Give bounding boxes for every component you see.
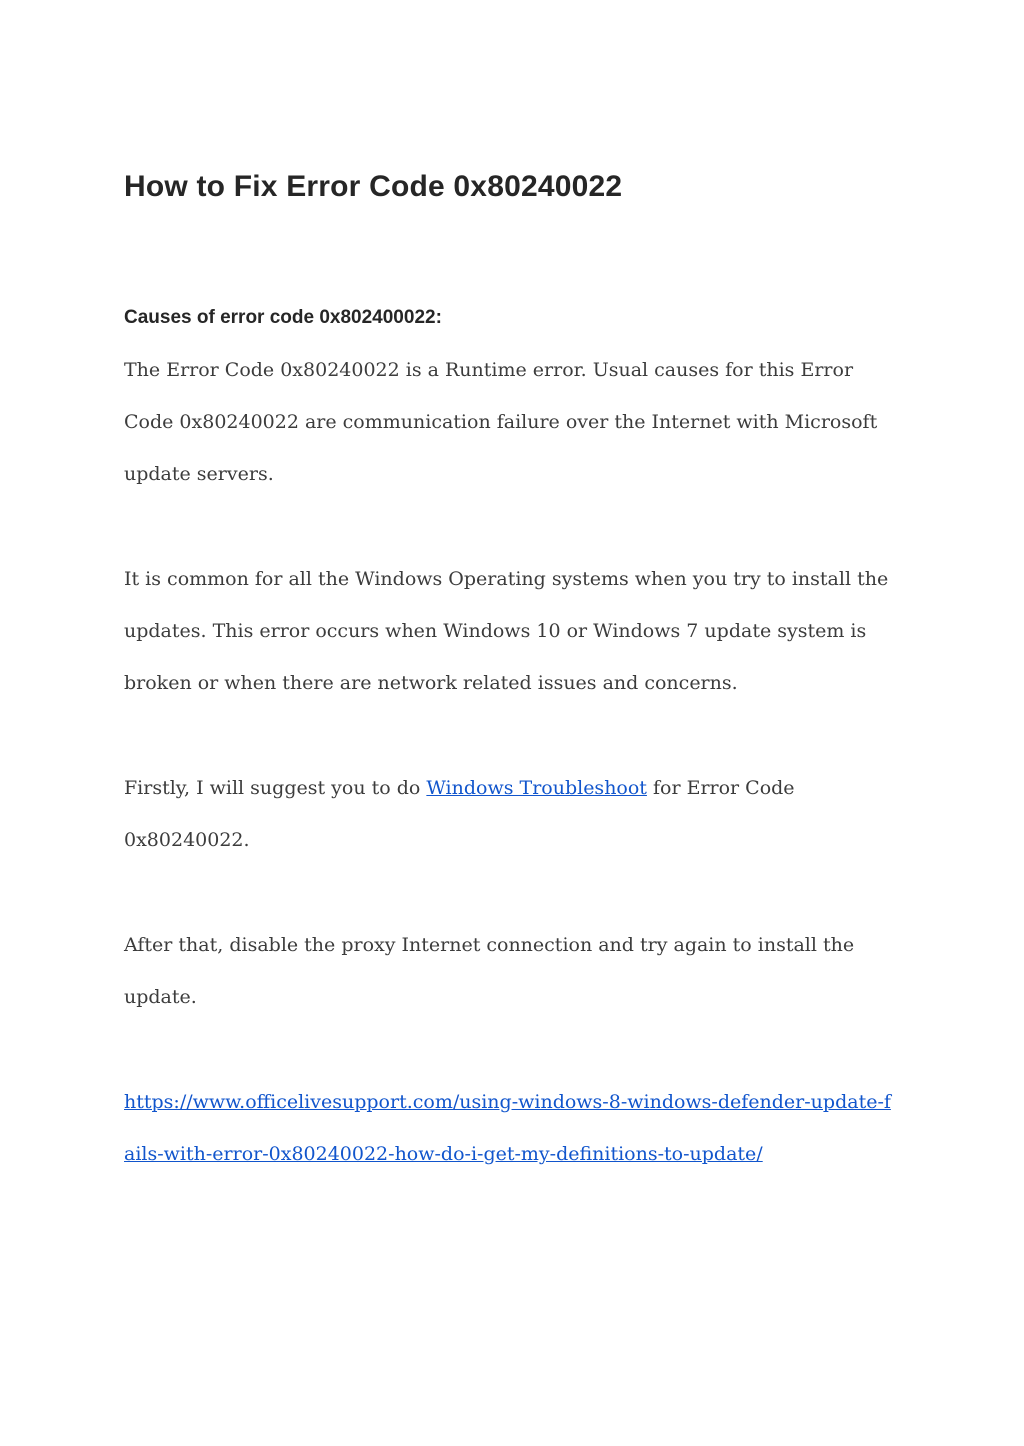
paragraph-causes: The Error Code 0x80240022 is a Runtime error. Usual causes for this Error Code 0x80240022 are communication failure over the Internet with Microsoft update servers. [124,359,878,485]
paragraph-suggest [124,762,900,866]
paragraph-reference [124,1076,900,1180]
paragraph-suggest-suffix: for Error Code 0x80240022. [124,777,795,851]
document-title: How to Fix Error Code 0x80240022 [124,170,623,203]
section-heading-causes: Causes of error code 0x802400022: [124,307,442,328]
windows-troubleshoot-link[interactable]: Windows Troubleshoot [426,777,647,799]
paragraph-common: It is common for all the Windows Operating systems when you try to install the updates. This error occurs when Windows 10 or Windows 7 update system is broken or when there are network related issues and concerns. [124,568,889,694]
reference-url-link[interactable]: https://www.officelivesupport.com/using-windows-8-windows-defender-update-fails-with-error-0x80240022-how-do-i-get-my-definitions-to-update/ [124,1091,891,1165]
paragraph-proxy: After that, disable the proxy Internet connection and try again to install the update. [124,934,855,1008]
paragraph-suggest-prefix: Firstly, I will suggest you to do [124,777,427,799]
